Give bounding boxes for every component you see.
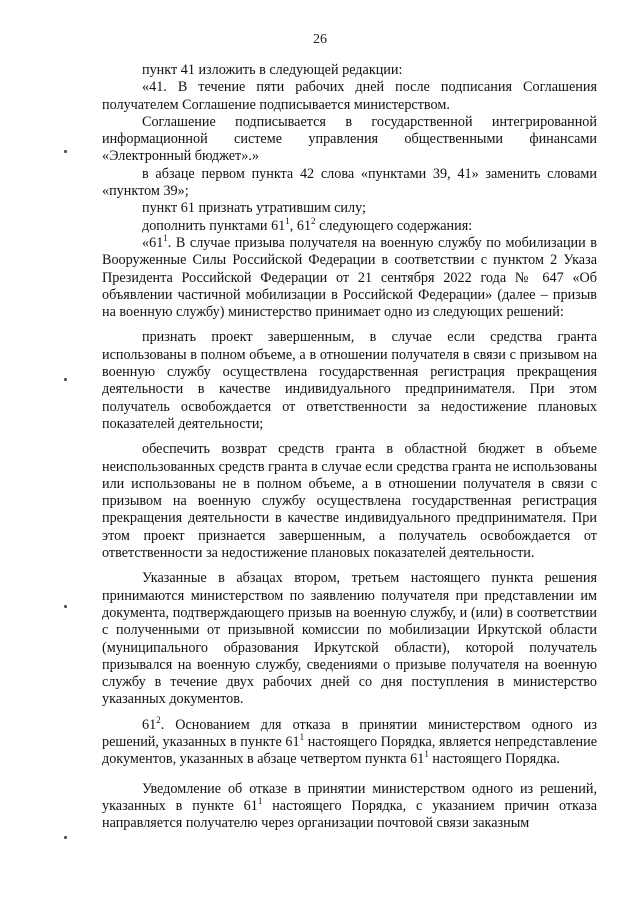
paragraph: Указанные в абзацах втором, третьем настоящего пункта решения принимаются министерством по заявлению получателя при представлении им документа, подтверждающего призыв на военную службу, и (или) в соответствии с полученными от призывной комиссии по мобилизации Иркутской области (муниципального образования Иркутской области), которой получатель призывался на военную службу, сведениями о призыве получателя на военную службу в течение двух рабочих дней со дня поступления в министерство указанных документов. — [102, 570, 597, 708]
paragraph: Уведомление об отказе в принятии министерством одного из решений, указанных в пункте $61^1$ настоящего Порядка, с указанием причин отказа направляется получателю через организации почтовой связи заказным — [102, 780, 598, 832]
page-number: 26 — [313, 32, 327, 47]
paragraph: $61^2$. Основанием для отказа в принятии министерством одного из решений, указанных в пункте $61^1$ настоящего Порядка, является непредставление документов, указанных в абзаце четвертом пункта $61^1$ настоящего Порядка. — [102, 714, 597, 768]
paragraph: «41. В течение пяти рабочих дней после подписания Соглашения получателем Соглашение подписывается министерством. — [102, 79, 597, 113]
document-body — [102, 62, 597, 832]
paragraph: пункт 41 изложить в следующей редакции: — [142, 62, 403, 78]
scan-speck — [64, 378, 67, 381]
scan-speck — [64, 836, 67, 839]
paragraph: пункт 61 признать утратившим силу; — [142, 200, 366, 217]
paragraph: в абзаце первом пункта 42 слова «пунктами 39, 41» заменить словами «пунктом 39»; — [102, 165, 597, 200]
paragraph: дополнить пунктами $61^1$, $61^2$ следующего содержания: — [142, 215, 473, 234]
paragraph: обеспечить возврат средств гранта в областной бюджет в объеме неиспользованных средств гранта в случае если средства гранта не использованы или использованы не в полном объеме, а в отношении получателя в связи с призывом на военную службу осуществлена государственная регистрация прекращения деятельности в качестве индивидуального предпринимателя. При этом проект признается завершенным, а получатель освобождается от ответственности за недостижение плановых показателей деятельности. — [102, 441, 597, 562]
scan-speck — [64, 150, 67, 153]
scan-speck — [64, 605, 67, 608]
paragraph: Соглашение подписывается в государственной интегрированной информационной системе управления общественными финансами «Электронный бюджет».» — [102, 113, 597, 165]
paragraph: признать проект завершенным, в случае если средства гранта использованы в полном объеме, а в отношении получателя в связи с призывом на военную службу осуществлена государственная регистрация прекращения деятельности в качестве индивидуального предпринимателя. При этом получатель освобождается от ответственности за недостижение плановых показателей деятельности; — [102, 329, 597, 432]
paragraph: «$61^1$. В случае призыва получателя на военную службу по мобилизации в Вооруженные Силы Российской Федерации в соответствии с пунктом 2 Указа Президента Российской Федерации от 21 сентября 2022 года № 647 «Об объявлении частичной мобилизации в Российской Федерации» (далее – призыв на военную службу) министерство принимает одно из следующих решений: — [102, 232, 597, 321]
